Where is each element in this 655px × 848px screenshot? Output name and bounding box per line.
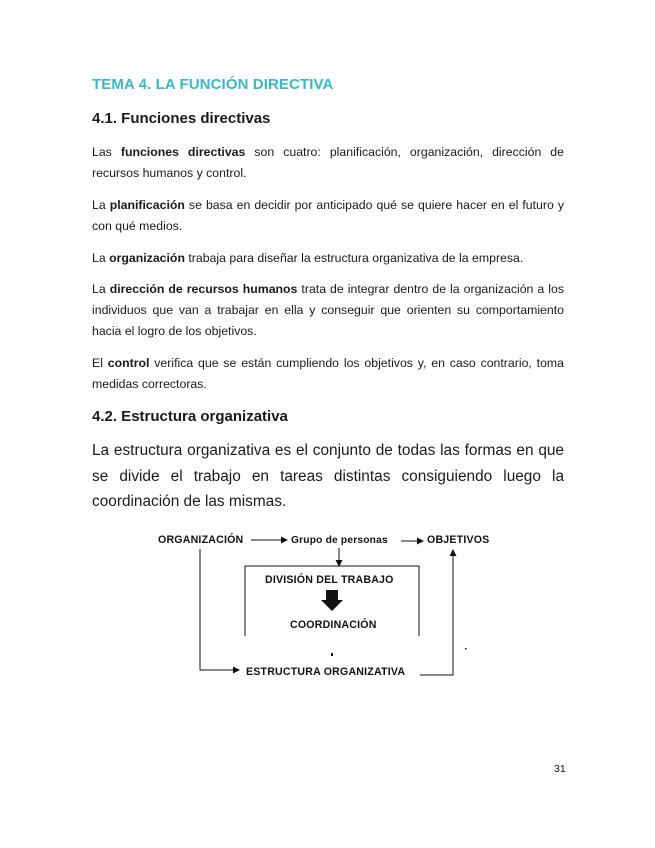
diagram-objetivos: OBJETIVOS: [427, 534, 490, 546]
text-run: se basa en decidir por anticipado qué se quiere hacer en el futuro y con qué medios.: [92, 198, 564, 233]
bold-term: planificación: [109, 198, 185, 212]
loop-left: [200, 549, 239, 670]
thick-arrow: [321, 590, 343, 611]
section-title-estructura: 4.2. Estructura organizativa: [92, 408, 288, 425]
bold-term: organización: [109, 251, 185, 265]
text-run: trabaja para diseñar la estructura organizativa de la empresa.: [184, 251, 524, 265]
text-run: La: [92, 251, 110, 265]
diagram-grupo-personas: Grupo de personas: [291, 535, 388, 546]
section-title-funciones: 4.1. Funciones directivas: [92, 110, 271, 127]
chapter-title: TEMA 4. LA FUNCIÓN DIRECTIVA: [92, 76, 334, 93]
text-run: La: [92, 282, 110, 296]
text-run: verifica que se están cumpliendo los objetivos y, en caso contrario, toma medidas correctoras.: [92, 356, 564, 391]
diagram-division-trabajo: DIVISIÓN DEL TRABAJO: [265, 574, 394, 586]
diagram-coordinacion: COORDINACIÓN: [290, 619, 377, 631]
page-number: 31: [554, 763, 566, 775]
text-run: son cuatro: planificación, organización, dirección de recursos humanos y control.: [92, 145, 564, 180]
paragraph-estructura: La estructura organizativa es el conjunto de todas las formas en que se divide el trabajo en tareas distintas consiguiendo luego la coordinación de las mismas.: [92, 442, 564, 510]
small-dot: [331, 653, 333, 656]
loop-right: [420, 550, 453, 675]
bold-term: dirección de recursos humanos: [109, 282, 298, 296]
diagram-organizacion: ORGANIZACIÓN: [158, 534, 244, 546]
small-dot-right: [465, 648, 467, 650]
bold-term: funciones directivas: [120, 145, 246, 159]
bold-term: control: [107, 356, 150, 370]
text-run: La: [92, 198, 110, 212]
text-run: Las: [92, 145, 121, 159]
text-run: trata de integrar dentro de la organización a los individuos que van a trabajar en ella y conseguir que orienten su comportamiento hacia el logro de los objetivos.: [92, 282, 564, 338]
text-run: El: [92, 356, 108, 370]
diagram-estructura-organizativa: ESTRUCTURA ORGANIZATIVA: [246, 666, 406, 678]
